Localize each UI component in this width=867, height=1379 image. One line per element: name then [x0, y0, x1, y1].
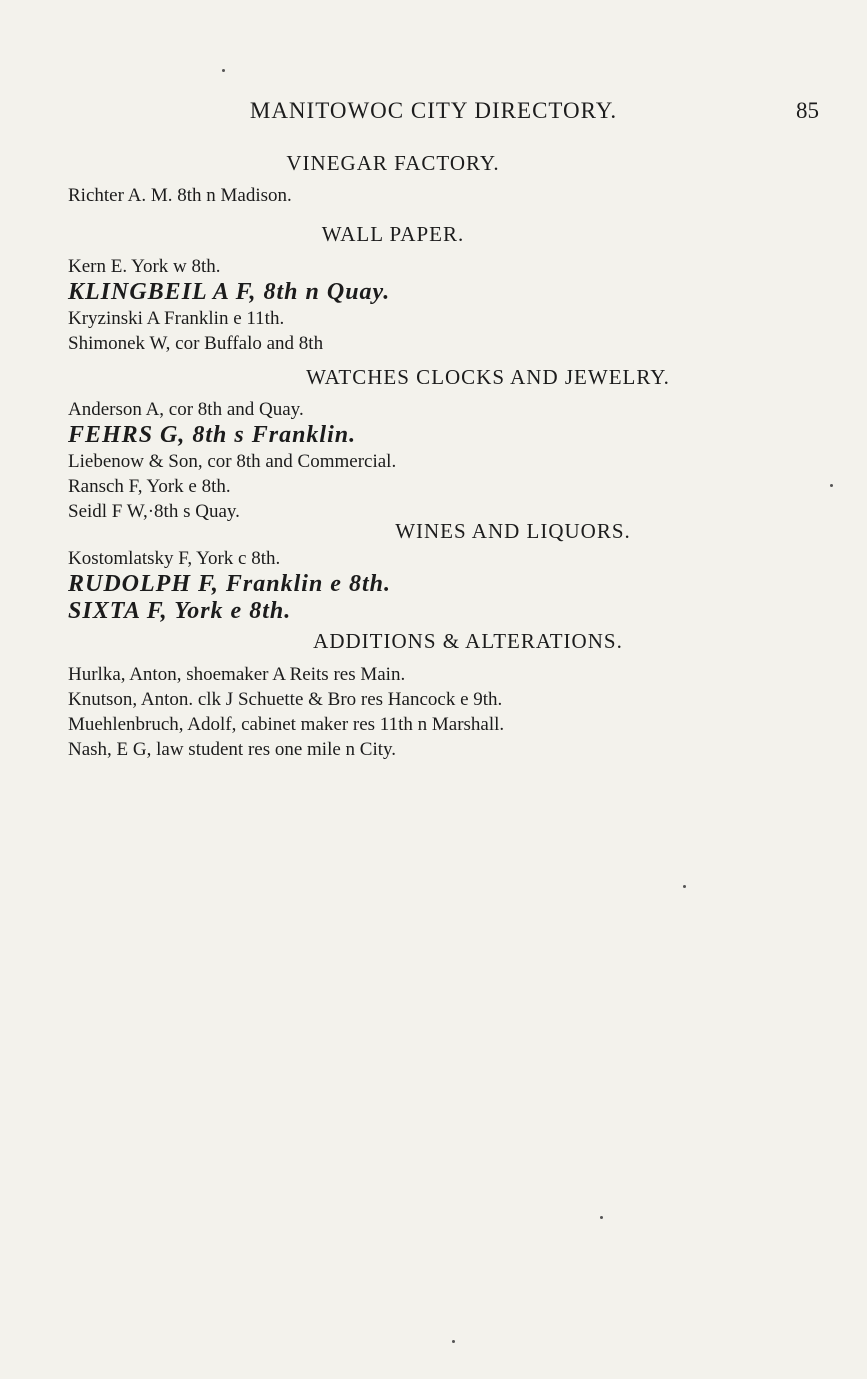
list-item: Liebenow & Son, cor 8th and Commercial.	[68, 451, 397, 472]
section-heading: WALL PAPER.	[321, 222, 465, 246]
list-item: Richter A. M. 8th n Madison.	[68, 185, 292, 206]
section-watches-clocks-jewelry	[68, 364, 828, 524]
list-item: Seidl F W,·8th s Quay.	[68, 501, 240, 522]
paper-speck	[830, 484, 833, 487]
paper-speck	[600, 1216, 603, 1219]
section-vinegar-factory	[68, 150, 828, 208]
section-heading: ADDITIONS & ALTERATIONS.	[313, 629, 623, 653]
paper-speck	[683, 885, 686, 888]
section-heading: VINEGAR FACTORY.	[286, 151, 500, 175]
page-title: MANITOWOC CITY DIRECTORY.	[249, 98, 618, 123]
list-item: RUDOLPH F, Franklin e 8th.	[68, 571, 391, 597]
list-item: Kostomlatsky F, York c 8th.	[68, 548, 281, 569]
list-item: Shimonek W, cor Buffalo and 8th	[68, 333, 324, 354]
list-item: Knutson, Anton. clk J Schuette & Bro res Hancock e 9th.	[68, 689, 503, 710]
section-heading: WINES AND LIQUORS.	[395, 519, 631, 543]
section-additions-alterations	[68, 628, 828, 762]
list-item: FEHRS G, 8th s Franklin.	[68, 422, 357, 448]
list-item: Muehlenbruch, Adolf, cabinet maker res 11th n Marshall.	[68, 714, 505, 735]
list-item: Kryzinski A Franklin e 11th.	[68, 308, 285, 329]
list-item: Nash, E G, law student res one mile n City.	[68, 739, 397, 760]
list-item: KLINGBEIL A F, 8th n Quay.	[68, 279, 391, 305]
list-item: SIXTA F, York e 8th.	[68, 598, 292, 624]
section-heading: WATCHES CLOCKS AND JEWELRY.	[306, 365, 670, 389]
list-item: Kern E. York w 8th.	[68, 256, 221, 277]
section-wines-liquors	[68, 518, 828, 625]
paper-speck	[222, 69, 225, 72]
section-wall-paper	[68, 221, 828, 356]
list-item: Ransch F, York e 8th.	[68, 476, 231, 497]
page-number: 85	[796, 98, 819, 123]
list-item: Hurlka, Anton, shoemaker A Reits res Main.	[68, 664, 406, 685]
list-item: Anderson A, cor 8th and Quay.	[68, 399, 304, 420]
paper-speck	[452, 1340, 455, 1343]
